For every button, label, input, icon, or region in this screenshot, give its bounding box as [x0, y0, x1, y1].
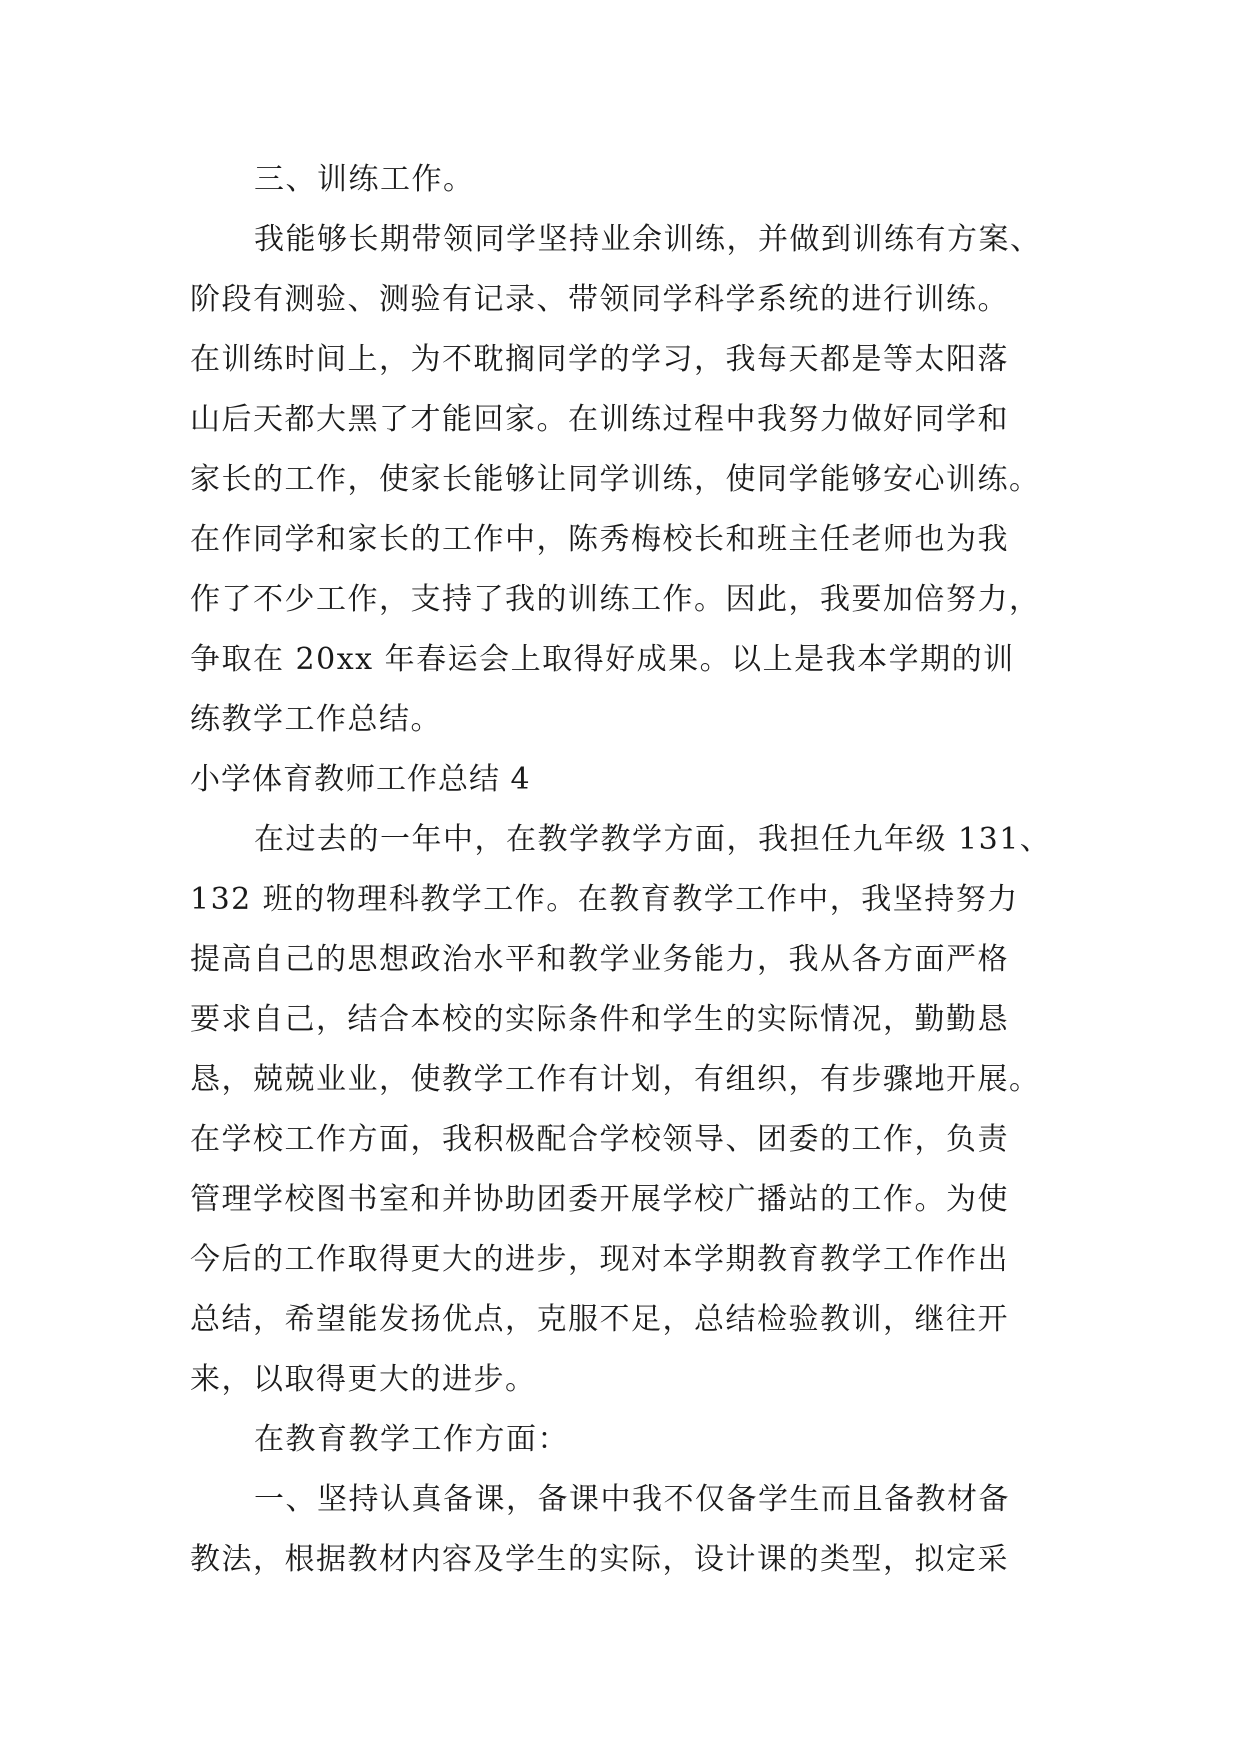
- paragraph-line: 要求自己，结合本校的实际条件和学生的实际情况，勤勤恳: [190, 1002, 1009, 1037]
- subsection-heading: 在教育教学工作方面：: [254, 1422, 569, 1457]
- paragraph-line: 阶段有测验、测验有记录、带领同学科学系统的进行训练。: [190, 282, 1009, 317]
- paragraph-line: 练教学工作总结。: [190, 702, 442, 737]
- paragraph-line: 一、坚持认真备课，备课中我不仅备学生而且备教材备: [254, 1482, 1010, 1517]
- paragraph-line: 在过去的一年中，在教学教学方面，我担任九年级 131、: [254, 822, 1052, 857]
- section-heading-training: 三、训练工作。: [254, 162, 475, 197]
- paragraph-line: 争取在 20xx 年春运会上取得好成果。以上是我本学期的训: [190, 642, 1015, 677]
- paragraph-line: 家长的工作，使家长能够让同学训练，使同学能够安心训练。: [190, 462, 1041, 497]
- paragraph-line: 我能够长期带领同学坚持业余训练，并做到训练有方案、: [254, 222, 1042, 257]
- paragraph-line: 在训练时间上，为不耽搁同学的学习，我每天都是等太阳落: [190, 342, 1009, 377]
- paragraph-line: 在作同学和家长的工作中，陈秀梅校长和班主任老师也为我: [190, 522, 1009, 557]
- article-title: 小学体育教师工作总结 4: [190, 762, 531, 797]
- paragraph-line: 恳，兢兢业业，使教学工作有计划，有组织，有步骤地开展。: [190, 1062, 1041, 1097]
- paragraph-line: 总结，希望能发扬优点，克服不足，总结检验教训，继往开: [190, 1302, 1009, 1337]
- paragraph-line: 来，以取得更大的进步。: [190, 1362, 537, 1397]
- paragraph-line: 作了不少工作，支持了我的训练工作。因此，我要加倍努力，: [190, 582, 1041, 617]
- paragraph-line: 今后的工作取得更大的进步，现对本学期教育教学工作作出: [190, 1242, 1009, 1277]
- paragraph-line: 管理学校图书室和并协助团委开展学校广播站的工作。为使: [190, 1182, 1009, 1217]
- paragraph-line: 山后天都大黑了才能回家。在训练过程中我努力做好同学和: [190, 402, 1009, 437]
- paragraph-line: 132 班的物理科教学工作。在教育教学工作中，我坚持努力: [190, 882, 1019, 917]
- document-body: [190, 150, 1080, 1590]
- paragraph-line: 教法，根据教材内容及学生的实际，设计课的类型，拟定采: [190, 1542, 1009, 1577]
- paragraph-line: 提高自己的思想政治水平和教学业务能力，我从各方面严格: [190, 942, 1009, 977]
- paragraph-line: 在学校工作方面，我积极配合学校领导、团委的工作，负责: [190, 1122, 1009, 1157]
